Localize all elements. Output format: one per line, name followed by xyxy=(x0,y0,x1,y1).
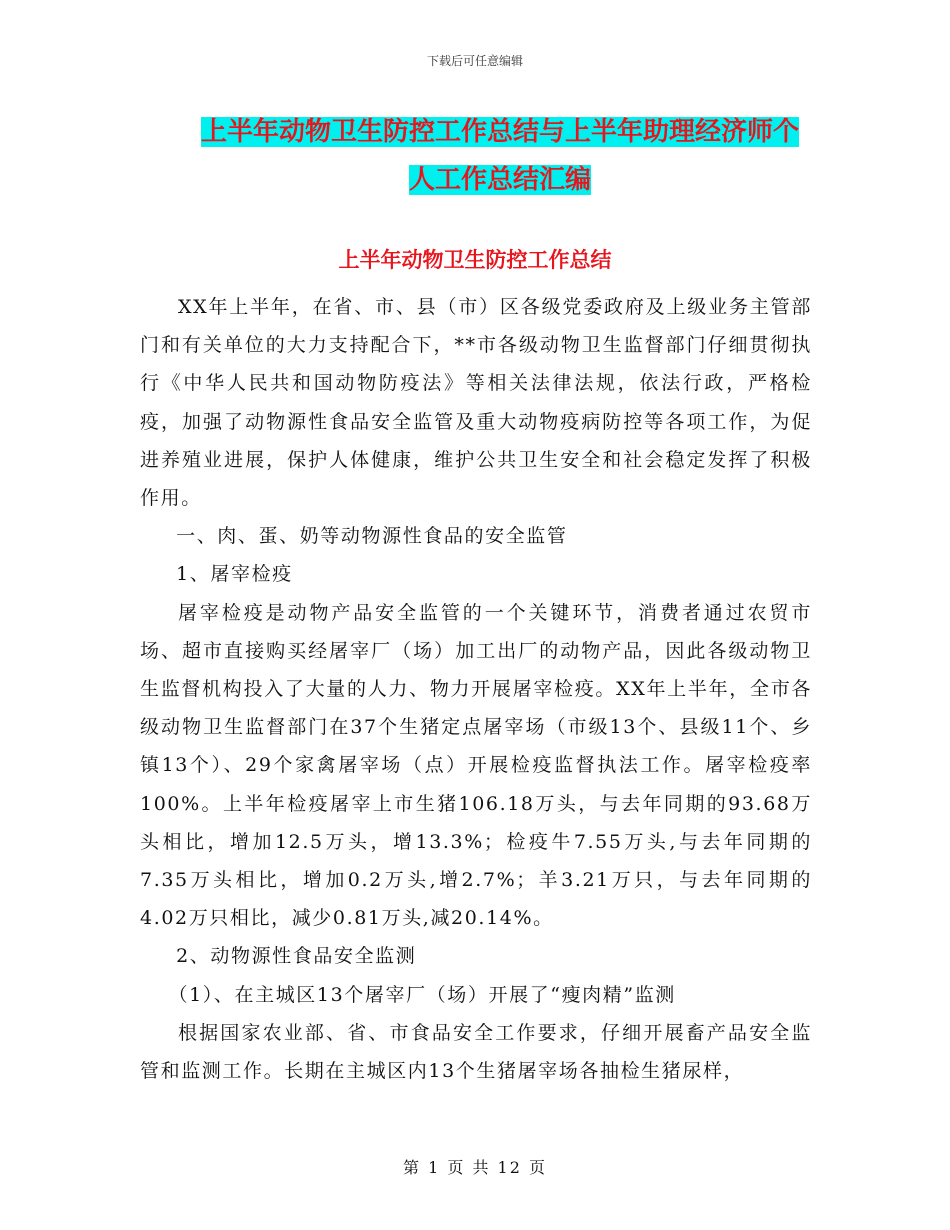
paragraph-intro: XX年上半年，在省、市、县（市）区各级党委政府及上级业务主管部门和有关单位的大力支持配合下，**市各级动物卫生监督部门仔细贯彻执行《中华人民共和国动物防疫法》等相关法律法规，依法行政，严格检疫，加强了动物源性食品安全监管及重大动物疫病防控等各项工作，为促进养殖业进展，保护人体健康，维护公共卫生安全和社会稳定发挥了积极作用。 xyxy=(140,296,812,510)
heading-level-1: 一、肉、蛋、奶等动物源性食品的安全监管 xyxy=(176,525,568,548)
header-note: 下载后可任意编辑 xyxy=(426,54,523,68)
heading-level-2: 1、屠宰检疫 xyxy=(176,563,293,586)
document-body xyxy=(140,288,812,1090)
heading-level-2: 2、动物源性食品安全监测 xyxy=(176,945,417,968)
page-number: 第 1 页 共 12 页 xyxy=(403,1158,547,1177)
heading-level-3: （1）、在主城区13个屠宰厂（场）开展了“瘦肉精”监测 xyxy=(168,983,676,1006)
document-title-line-1: 上半年动物卫生防控工作总结与上半年助理经济师个 xyxy=(200,117,799,147)
paragraph-monitoring: 根据国家农业部、省、市食品安全工作要求，仔细开展畜产品安全监管和监测工作。长期在主城区内13个生猪屠宰场各抽检生猪尿样， xyxy=(140,1021,812,1083)
section-title: 上半年动物卫生防控工作总结 xyxy=(338,248,612,272)
document-title-line-2: 人工作总结汇编 xyxy=(408,165,591,195)
document-title xyxy=(120,108,880,204)
paragraph-slaughter-quarantine: 屠宰检疫是动物产品安全监管的一个关键环节，消费者通过农贸市场、超市直接购买经屠宰厂（场）加工出厂的动物产品，因此各级动物卫生监督机构投入了大量的人力、物力开展屠宰检疫。XX年上半年，全市各级动物卫生监督部门在37个生猪定点屠宰场（市级13个、县级11个、乡镇13个）、29个家禽屠宰场（点）开展检疫监督执法工作。屠宰检疫率100%。上半年检疫屠宰上市生猪106.18万头，与去年同期的93.68万头相比，增加12.5万头，增13.3%；检疫牛7.55万头,与去年同期的7.35万头相比，增加0.2万头,增2.7%；羊3.21万只，与去年同期的4.02万只相比，减少0.81万头,减20.14%。 xyxy=(140,601,812,930)
